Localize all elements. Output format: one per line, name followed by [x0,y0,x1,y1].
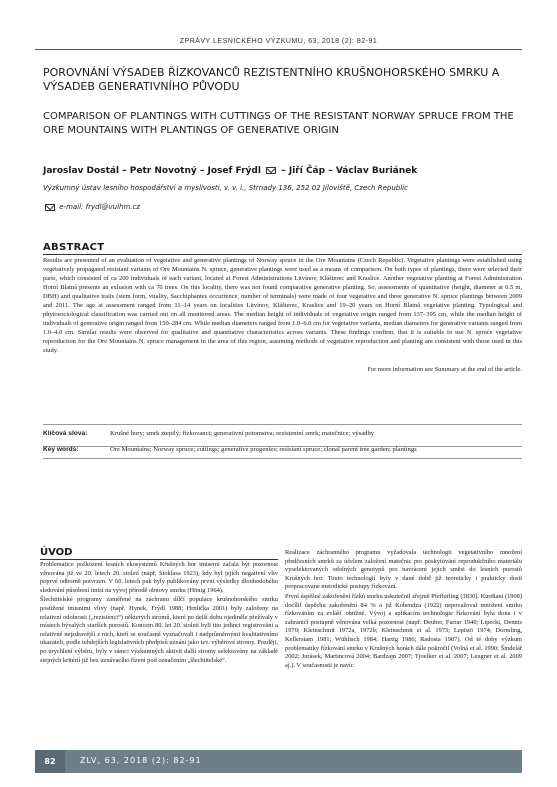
authors-part2: – Jiří Čáp – Václav Buriánek [281,166,418,176]
intro-right-column [285,549,522,670]
authors [43,166,523,176]
keywords-rule-top [43,424,522,425]
keywords-cz-label: Klíčová slova: [43,430,88,437]
intro-paragraph: Šlechtitelské programy zaměřené na záchranu dílčí populace krušnohorského smrku postižené imisními vlivy (např. Hynek, Frýdl 1988; Hrnlička 2001) byly založeny na relativní odolnosti („rezistenci“) některých stromů, které po delší dobu ojediněle přežívaly v místech bývalých starších porostů. Koncem 80. let 20. století byli tito jedinci registrováni a relativně nejzdravější z nich, kteří se současně vyznačovali i nadprůměrnými kvalitativními ukazateli, podle tehdejších legislativních předpisů uznáni jako tzv. výběrové stromy. Později, po urychlení výběru, byly v rámci výzkumných aktivit další stromy selektovány na základě stejných kritérií již bez uznávacího řízení pod označením „šlechtitelské“. [40,596,278,664]
journal-header: ZPRÁVY LESNICKÉHO VÝZKUMU, 63, 2018 (2): 82-91 [179,38,378,45]
affiliation: Výzkumný ústav lesního hospodářství a myslivosti, v. v. i., Strnady 136, 252 02 Jíloviště, Czech Republic [43,184,408,192]
abstract-heading: ABSTRACT [43,242,105,253]
envelope-icon [266,167,276,174]
abstract-rule [43,254,522,255]
header-rule [35,49,522,50]
intro-heading: ÚVOD [40,547,73,558]
intro-paragraph: Problematice poškození lesních ekosystémů Krušných hor imisemi začala být pozornost věnována již ve 20. letech 20. století (např. Stoklasa 1923), kdy byl jejich negativní vliv poprvé odborně potvrzen. V 60. letech pak byly publikovány první výsledky dlouhodobého sledování působení imisí na vývoj přírodě obnovy smrku (Hönig 1964). [40,561,278,594]
authors-part1: Jaroslav Dostál – Petr Novotný – Josef Frýdl [43,166,261,176]
title-english: COMPARISON OF PLANTINGS WITH CUTTINGS OF THE RESISTANT NORWAY SPRUCE FROM THE ORE MOUNTAINS WITH PLANTINGS OF GENERATIVE ORIGIN [43,111,514,136]
email-text: e-mail: frydl@vulhm.cz [59,203,141,211]
page-number: 82 [35,750,65,773]
keywords-en-text: Ore Mountains; Norway spruce; cuttings; generative progenies; resistant spruce; clonal parent tree garden; plantings [110,446,417,453]
keywords-rule-bottom [43,458,522,459]
email-line [43,203,523,211]
keywords-en-label: Key words: [43,446,79,453]
title-czech: POROVNÁNÍ VÝSADEB ŘÍZKOVANCŮ REZISTENTNÍHO KRUŠNOHORSKÉHO SMRKU A VÝSADEB GENERATIVNÍHO PŮVODU [43,66,500,93]
intro-paragraph: První úspěšné zakořenění řízků smrku uskutečnil zřejmě Pfefferling (1830). Kurdiani (1908) docílil úspěchu zakořenění 84 % a již Kobendza (1922) nepovažoval množení smrku řízkováním za zvlášť obtížné. Vývoj a aplikacím technologie řízkování byla dona i v zahraničí postupně věnována velká pozornost (např. Deuber, Farrar 1940; Lipecki, Dennis 1970; Kleinschmit 1972a, 1972b; Kleinschmit et al. 1973; Lepistö 1974; Dormling, Kellerstam 1981; Wühlisch 1984; Hartig 1986; Radosta 1987). Od té doby výzkum problematiky řízkování smrku v Krušných horách dále pokročil (Volná et al. 1990; Šindelář 2002; Jurásek, Martincová 2004; Bardzajn 2007; Tjoelker et al. 2007; Leugner et al. 2009 aj.). V současnosti je navíc [285,592,522,669]
intro-paragraph: Realizace záchranného programu vyžadovala technologii vegetativního množení předčesních smrků za účelem založení matečnic pro poskytování reprodukčního materiálu vyselektovaných odolných genotypů pro navrácení jejich směsi do lesních porostů Krušných hor. Touto technologií byly v dané době již teoreticky i prakticky dosti propracované metodické postupy řízkování. [285,549,522,591]
intro-rule [40,559,278,560]
keywords-cz-text: Krušné hory; smrk ztepilý; řízkovanci; generativní potomstva; rezistentní smrk; matečnice; výsadby [110,430,375,437]
footer-citation: ZLV, 63, 2018 (2): 82-91 [80,756,202,765]
intro-left-column [40,561,278,665]
envelope-icon [45,204,55,211]
more-info-note: For more information see Summary at the end of the article. [367,366,522,373]
abstract-text: Results are presented of an evaluation of vegetative and generative plantings of Norway spruce in the Ore Mountains (Czech Republic). Vegetative plantings were established using vegetatively propagated resistant variants of Ore Mountains N. spruce, generative plantings were used as a means of comparison. On both types of plantings, there were selected their parts, which consisted of ca 200 individuals of each variant, located at Forest Administrations Litvínov, Klášterec and Kraslice. Another vegetative planting at Forest Administration Horní Blatná presents an exlusion with ca 70 trees. On this locality, there was not found comparative generative planting. So, assessments of quantitative (height, diameter at 0.5 m, DBH) and qualitative traits (stem form, vitality, Sacchiphantes occurrence, number of terminals) were made of four vegetative and three generative N. spruce plantings between 2009 and 2011. The age at assessment ranged from 11–14 years on localities Litvínov, Klášterec, Kraslice and 19–20 years on Horní Blatná vegetative planting. Typological and phytosociological classification was carried out on all monitored areas. The median height of individuals of vegetative origin ranged from 137–395 cm, while the median height of individuals of generative origin ranged from 150–284 cm. While median diameters ranged from 1.0–6.0 cm for vegetative variants, median diameters for generative variants ranged from 1.0–4.0 cm. Similar results were observed for qualitative and quantitative characteristics across variants. These findings confirm, that it is suitable to use N. spruce vegetative reproduction for the Ore Mountains N. spruce management in the area of this region, assuming methods of vegetative reproduction and planting are consistent with those used in this study. [43,257,522,355]
